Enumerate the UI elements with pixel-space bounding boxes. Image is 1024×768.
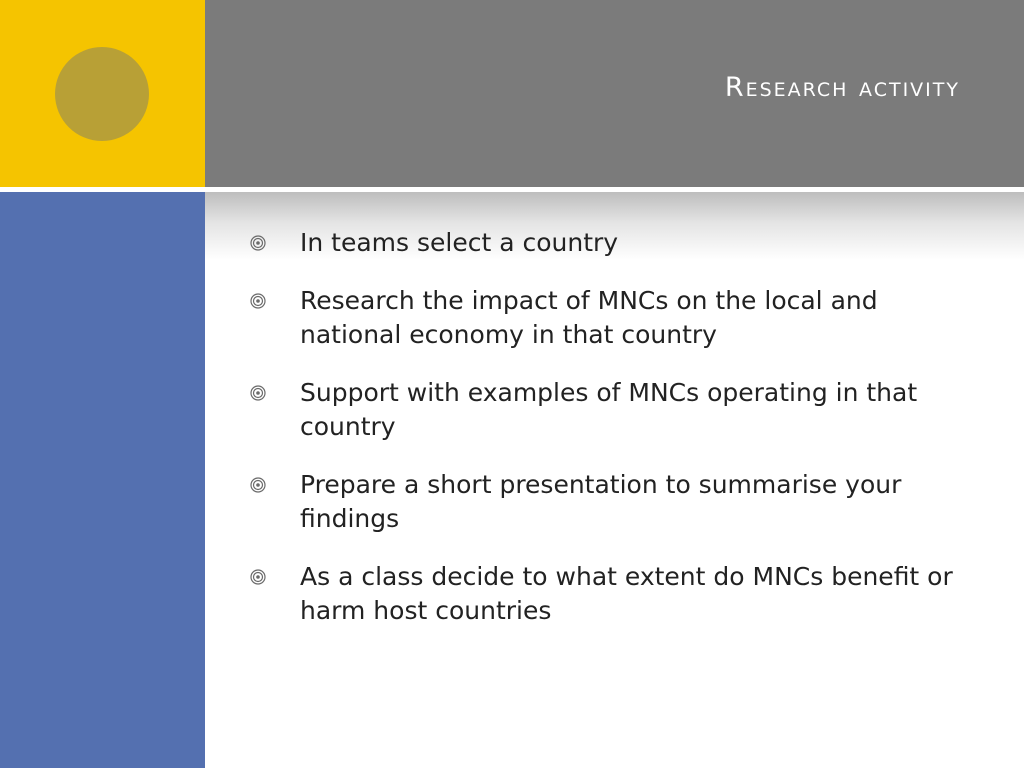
- concentric-circle-bullet-icon: [250, 560, 300, 594]
- corner-block: [0, 0, 205, 187]
- bullet-text: In teams select a country: [300, 228, 619, 257]
- slide-title: Research activity: [724, 72, 960, 103]
- concentric-circle-bullet-icon: [250, 284, 300, 318]
- concentric-circle-bullet-icon: [250, 376, 300, 410]
- bullet-text: Support with examples of MNCs operating in that country: [300, 378, 918, 441]
- decorative-circle: [55, 47, 149, 141]
- bullet-list: [250, 226, 970, 652]
- concentric-circle-bullet-icon: [250, 226, 300, 260]
- list-item: [250, 560, 970, 628]
- left-sidebar-bar: [0, 187, 205, 768]
- bullet-text: Prepare a short presentation to summarise your findings: [300, 470, 902, 533]
- concentric-circle-bullet-icon: [250, 468, 300, 502]
- list-item: [250, 284, 970, 352]
- list-item: [250, 468, 970, 536]
- list-item: [250, 376, 970, 444]
- bullet-text: Research the impact of MNCs on the local and national economy in that country: [300, 286, 878, 349]
- list-item: [250, 226, 970, 260]
- bullet-text: As a class decide to what extent do MNCs benefit or harm host countries: [300, 562, 953, 625]
- title-bar: [205, 0, 1024, 187]
